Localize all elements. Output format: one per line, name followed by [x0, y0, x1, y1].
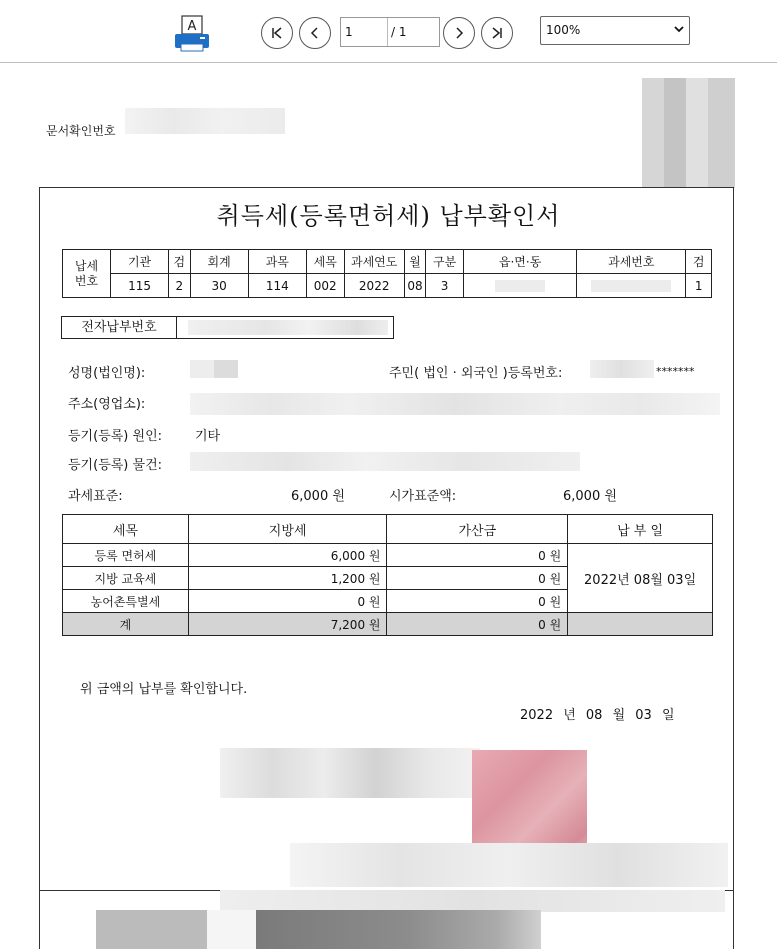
total-penalty: 0 원 — [387, 613, 568, 636]
registration-cause-label: 등기(등록) 원인: — [68, 429, 163, 444]
header-subject: 과목 — [248, 250, 306, 274]
redacted-footer — [220, 890, 725, 912]
row-local-tax: 6,000 원 — [188, 544, 387, 567]
svg-text:A: A — [187, 19, 197, 34]
row-local-tax: 1,200 원 — [188, 567, 387, 590]
doc-number-label: 문서확인번호 — [46, 124, 116, 138]
prev-page-button[interactable] — [299, 17, 331, 49]
electronic-payment-box — [61, 316, 394, 339]
next-page-icon — [452, 26, 466, 40]
redacted-registration-object — [190, 452, 580, 471]
address-label: 주소(영업소): — [68, 397, 146, 412]
redacted-issuer — [220, 748, 480, 798]
header-month: 월 — [404, 250, 425, 274]
value-tax-number — [577, 274, 686, 298]
header-agency: 기관 — [110, 250, 168, 274]
redacted-epay-number — [188, 320, 388, 335]
chevron-down-icon — [673, 23, 685, 35]
pay-date: 2022년 08월 03일 — [568, 544, 713, 613]
name-label: 성명(법인명): — [68, 366, 146, 381]
prev-page-icon — [308, 26, 322, 40]
header-check: 검 — [169, 250, 190, 274]
zoom-value: 100% — [546, 23, 581, 37]
tax-number-label: 납세 번호 — [63, 250, 111, 298]
tax-base-value: 6,000 원 — [291, 489, 345, 504]
registration-cause-value: 기타 — [195, 429, 221, 444]
printer-icon — [172, 14, 212, 54]
first-page-button[interactable] — [261, 17, 293, 49]
last-page-button[interactable] — [481, 17, 513, 49]
registration-number-mask: ******* — [656, 365, 695, 378]
total-pay-date — [568, 613, 713, 636]
value-tax-year: 2022 — [344, 274, 404, 298]
redacted-address — [190, 393, 720, 415]
redacted-registration-number — [590, 360, 654, 378]
market-standard-label: 시가표준액: — [389, 489, 457, 504]
page-number-input[interactable] — [340, 17, 440, 47]
value-agency: 115 — [110, 274, 168, 298]
header-category: 구분 — [426, 250, 464, 274]
viewer-toolbar — [0, 0, 777, 63]
registration-number-label: 주민( 법인 · 외국인 )등록번호: — [389, 366, 563, 381]
last-page-icon — [490, 26, 504, 40]
redacted-issuer-line-2 — [290, 843, 728, 887]
zoom-select[interactable] — [540, 16, 690, 45]
tax-number-table — [62, 249, 712, 298]
value-category: 3 — [426, 274, 464, 298]
total-local-tax: 7,200 원 — [188, 613, 387, 636]
value-district — [463, 274, 576, 298]
value-tax-item: 002 — [306, 274, 344, 298]
total-row — [63, 613, 713, 636]
value-check: 2 — [169, 274, 190, 298]
row-penalty: 0 원 — [387, 567, 568, 590]
tax-base-label: 과세표준: — [68, 489, 123, 504]
header-account: 회계 — [190, 250, 248, 274]
total-pages: / 1 — [391, 25, 407, 39]
row-item: 지방 교육세 — [63, 567, 189, 590]
value-subject: 114 — [248, 274, 306, 298]
redacted-footer-2 — [96, 910, 541, 949]
print-button[interactable] — [172, 14, 212, 54]
value-account: 30 — [190, 274, 248, 298]
row-penalty: 0 원 — [387, 544, 568, 567]
market-standard-value: 6,000 원 — [563, 489, 617, 504]
row-penalty: 0 원 — [387, 590, 568, 613]
issue-date: 2022 년 08 월 03 일 — [520, 708, 675, 723]
summary-header-penalty: 가산금 — [387, 515, 568, 544]
row-item: 농어촌특별세 — [63, 590, 189, 613]
redacted-name — [190, 360, 238, 378]
payment-summary-table — [62, 514, 713, 636]
redacted-doc-number — [125, 108, 285, 134]
header-district: 읍·면·동 — [463, 250, 576, 274]
header-tax-item: 세목 — [306, 250, 344, 274]
document-title: 취득세(등록면허세) 납부확인서 — [216, 202, 561, 230]
header-check-2: 검 — [686, 250, 712, 274]
header-tax-number: 과세번호 — [577, 250, 686, 274]
confirmation-text: 위 금액의 납부를 확인합니다. — [80, 682, 248, 697]
registration-object-label: 등기(등록) 물건: — [68, 458, 163, 473]
table-row — [63, 544, 713, 567]
header-tax-year: 과세연도 — [344, 250, 404, 274]
value-check-2: 1 — [686, 274, 712, 298]
row-local-tax: 0 원 — [188, 590, 387, 613]
summary-header-pay-date: 납 부 일 — [568, 515, 713, 544]
next-page-button[interactable] — [443, 17, 475, 49]
redacted-barcode — [620, 78, 735, 188]
summary-header-local-tax: 지방세 — [188, 515, 387, 544]
value-month: 08 — [404, 274, 425, 298]
summary-header-item: 세목 — [63, 515, 189, 544]
electronic-payment-label: 전자납부번호 — [62, 317, 177, 338]
current-page: 1 — [345, 25, 353, 39]
row-item: 등록 면허세 — [63, 544, 189, 567]
first-page-icon — [270, 26, 284, 40]
total-item: 계 — [63, 613, 189, 636]
